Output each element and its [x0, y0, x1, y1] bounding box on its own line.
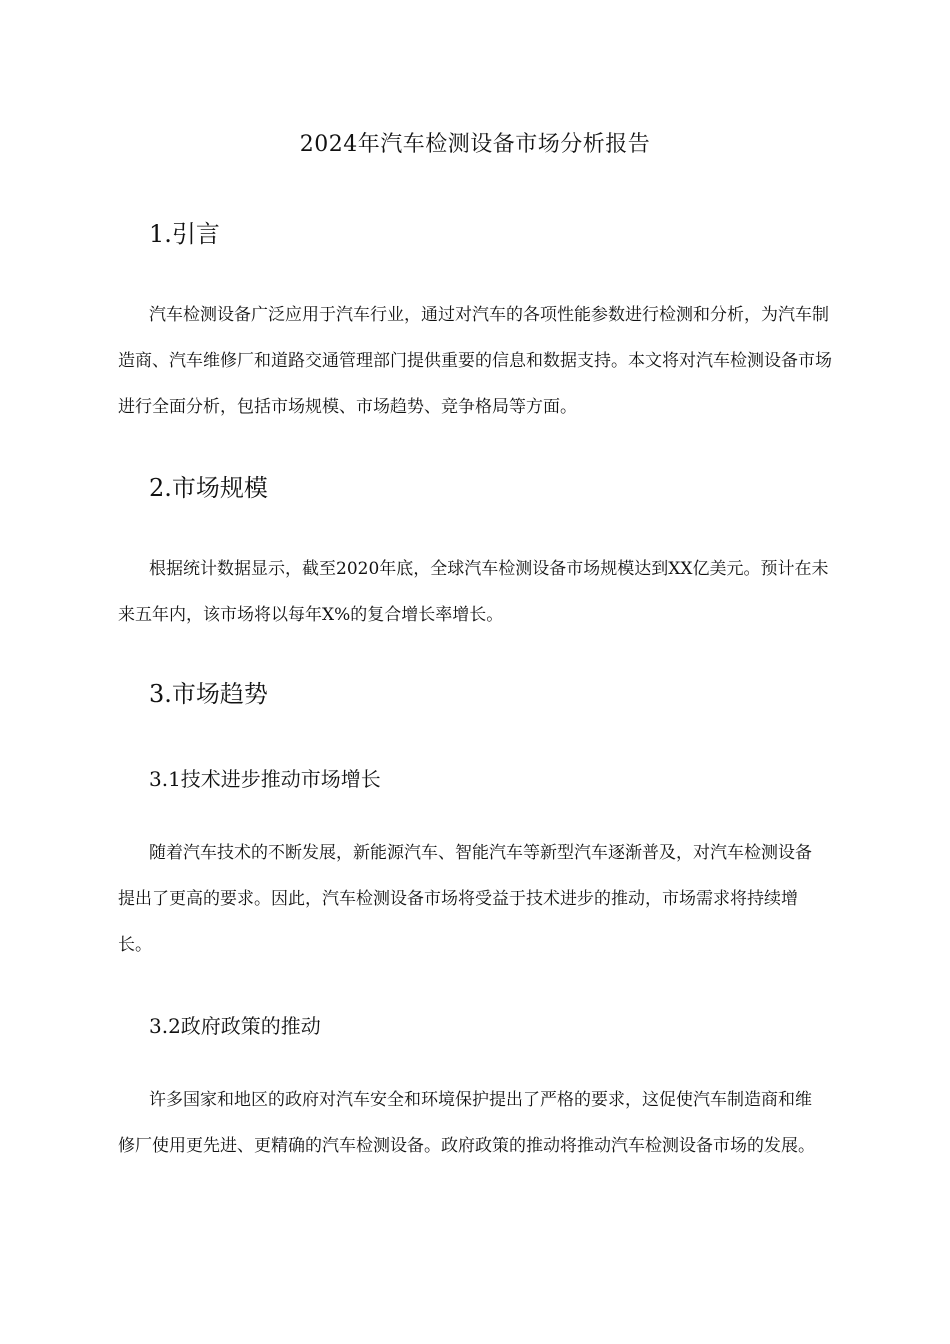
- document-title: 2024年汽车检测设备市场分析报告: [299, 132, 651, 157]
- subsection-paragraph-government-policy: 许多国家和地区的政府对汽车安全和环境保护提出了严格的要求，这促使汽车制造商和维修厂使用更先进、更精确的汽车检测设备。政府政策的推动将推动汽车检测设备市场的发展。: [118, 1090, 815, 1156]
- section-heading-market-trends: 3.市场趋势: [149, 680, 268, 708]
- subsection-paragraph-tech-progress: 随着汽车技术的不断发展，新能源汽车、智能汽车等新型汽车逐渐普及，对汽车检测设备提出了更高的要求。因此，汽车检测设备市场将受益于技术进步的推动，市场需求将持续增长。: [118, 843, 812, 955]
- subsection-heading-tech-progress: 3.1技术进步推动市场增长: [149, 767, 381, 791]
- subsection-heading-government-policy: 3.2政府政策的推动: [149, 1014, 321, 1038]
- section-paragraph-introduction: 汽车检测设备广泛应用于汽车行业，通过对汽车的各项性能参数进行检测和分析，为汽车制造商、汽车维修厂和道路交通管理部门提供重要的信息和数据支持。本文将对汽车检测设备市场进行全面分析，包括市场规模、市场趋势、竞争格局等方面。: [118, 305, 832, 417]
- section-heading-introduction: 1.引言: [149, 220, 220, 248]
- section-heading-market-size: 2.市场规模: [149, 474, 268, 502]
- section-paragraph-market-size: 根据统计数据显示，截至2020年底，全球汽车检测设备市场规模达到XX亿美元。预计在未来五年内，该市场将以每年X%的复合增长率增长。: [118, 559, 829, 625]
